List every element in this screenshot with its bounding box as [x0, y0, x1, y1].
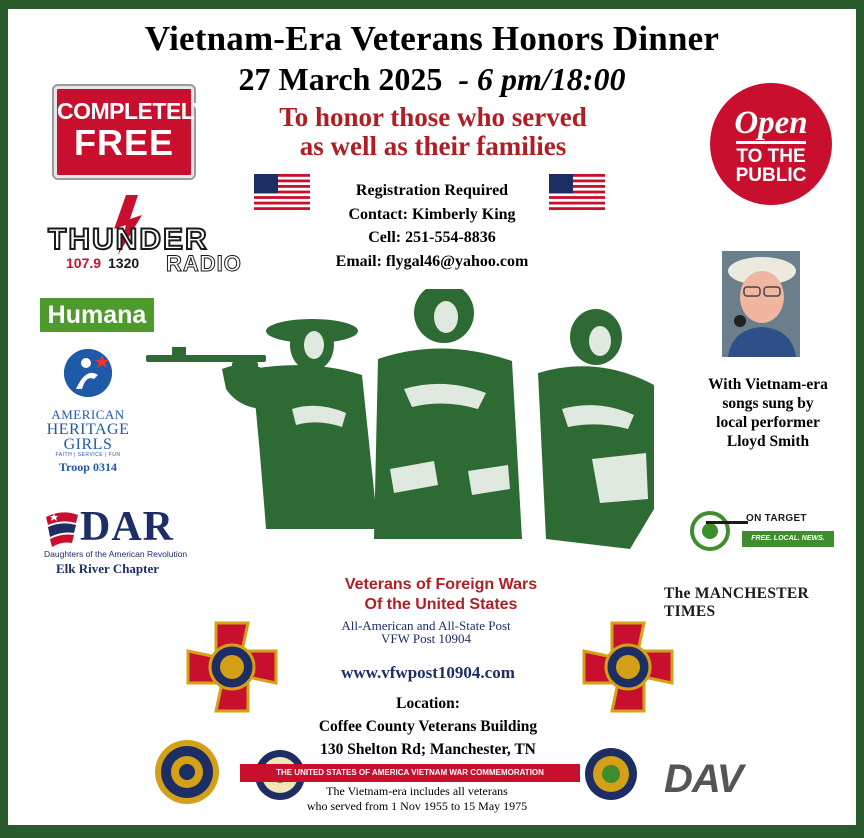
- era-line-1: The Vietnam-era includes all veterans: [326, 784, 508, 798]
- poster: [8, 9, 856, 825]
- open-badge-line-3: PUBLIC: [735, 165, 807, 186]
- vietnam-commemoration-seal-icon: [584, 747, 638, 801]
- ahg-line-1: AMERICAN: [51, 407, 125, 422]
- on-target-wordmark: ON TARGET: [746, 513, 807, 524]
- performer-line-3: local performer: [716, 414, 820, 431]
- event-title: Vietnam-Era Veterans Honors Dinner: [144, 19, 720, 58]
- vfw-line-1: Veterans of Foreign Wars: [344, 576, 538, 593]
- completely-free-badge: [54, 86, 208, 178]
- contact-email: Email: flygal46@yahoo.com: [335, 252, 529, 270]
- performer-name: Lloyd Smith: [726, 433, 810, 450]
- performer-photo: [722, 251, 800, 357]
- vietnam-era-note: [256, 784, 578, 814]
- location-label: Location:: [396, 695, 460, 712]
- registration-info: [298, 179, 566, 273]
- vfw-line-2: Of the United States: [364, 596, 518, 613]
- location-building: Coffee County Veterans Building: [318, 718, 538, 735]
- dar-flag-emblem-icon: [42, 509, 82, 547]
- location-address: 130 Shelton Rd; Manchester, TN: [320, 741, 536, 758]
- thunder-wordmark: THUNDER: [48, 223, 209, 256]
- on-target-emblem-icon: [686, 509, 748, 551]
- thunder-frequency-am: 1320: [108, 255, 140, 271]
- thunder-radio-logo: [48, 195, 244, 281]
- open-badge-line-1: Open: [734, 105, 808, 141]
- thunder-radio-word: RADIO: [166, 251, 242, 276]
- dar-chapter: Elk River Chapter: [56, 561, 160, 576]
- honor-line-2: as well as their families: [299, 131, 567, 161]
- vfw-line-3: All-American and All-State Post: [341, 618, 511, 633]
- event-location: [258, 692, 598, 761]
- american-heritage-girls-logo: [38, 349, 138, 475]
- contact-name: Contact: Kimberly King: [348, 205, 516, 223]
- commemoration-banner: THE UNITED STATES OF AMERICA VIETNAM WAR COMMEMORATION: [240, 764, 580, 782]
- open-badge-line-2: TO THE: [736, 146, 806, 167]
- vfw-post: [256, 619, 596, 645]
- ahg-line-3: GIRLS: [63, 436, 113, 453]
- performer-caption: [690, 375, 846, 451]
- free-badge-line-2: FREE: [73, 122, 174, 163]
- ahg-tagline: FAITH | SERVICE | FUN: [55, 452, 121, 458]
- dav-logo: DAV: [664, 757, 743, 801]
- ahg-emblem-icon: [64, 349, 112, 397]
- on-target-news-logo: [686, 509, 836, 551]
- contact-cell: Cell: 251-554-8836: [368, 229, 496, 246]
- honor-tagline: [188, 103, 678, 161]
- ahg-troop: Troop 0314: [59, 460, 117, 474]
- open-to-public-badge: [710, 83, 832, 205]
- free-badge-line-1: COMPLETELY: [57, 98, 208, 124]
- event-time: - 6 pm/18:00: [458, 61, 626, 97]
- on-target-tagline: FREE. LOCAL. NEWS.: [742, 531, 834, 547]
- thunder-frequency-fm: 107.9: [66, 255, 102, 271]
- humana-logo: Humana: [40, 298, 154, 332]
- dar-wordmark: DAR: [80, 504, 174, 550]
- dar-full-name: Daughters of the American Revolution: [44, 549, 188, 559]
- american-legion-emblem-icon: [154, 739, 220, 805]
- manchester-times-logo: The MANCHESTER TIMES: [664, 585, 810, 620]
- honor-line-1: To honor those who served: [279, 102, 587, 132]
- registration-required: Registration Required: [355, 182, 509, 199]
- ahg-line-2: HERITAGE: [46, 421, 130, 438]
- vfw-line-4: VFW Post 10904: [380, 631, 472, 646]
- three-soldiers-statue-illustration: [142, 289, 662, 549]
- open-badge-divider: [736, 141, 806, 144]
- event-date-day: 27 March 2025: [238, 61, 443, 97]
- performer-line-1: With Vietnam-era: [708, 376, 828, 393]
- vfw-website: www.vfwpost10904.com: [341, 663, 515, 682]
- performer-line-2: songs sung by: [722, 395, 814, 412]
- vfw-name: [256, 575, 626, 615]
- era-line-2: who served from 1 Nov 1955 to 15 May 1975: [306, 799, 528, 813]
